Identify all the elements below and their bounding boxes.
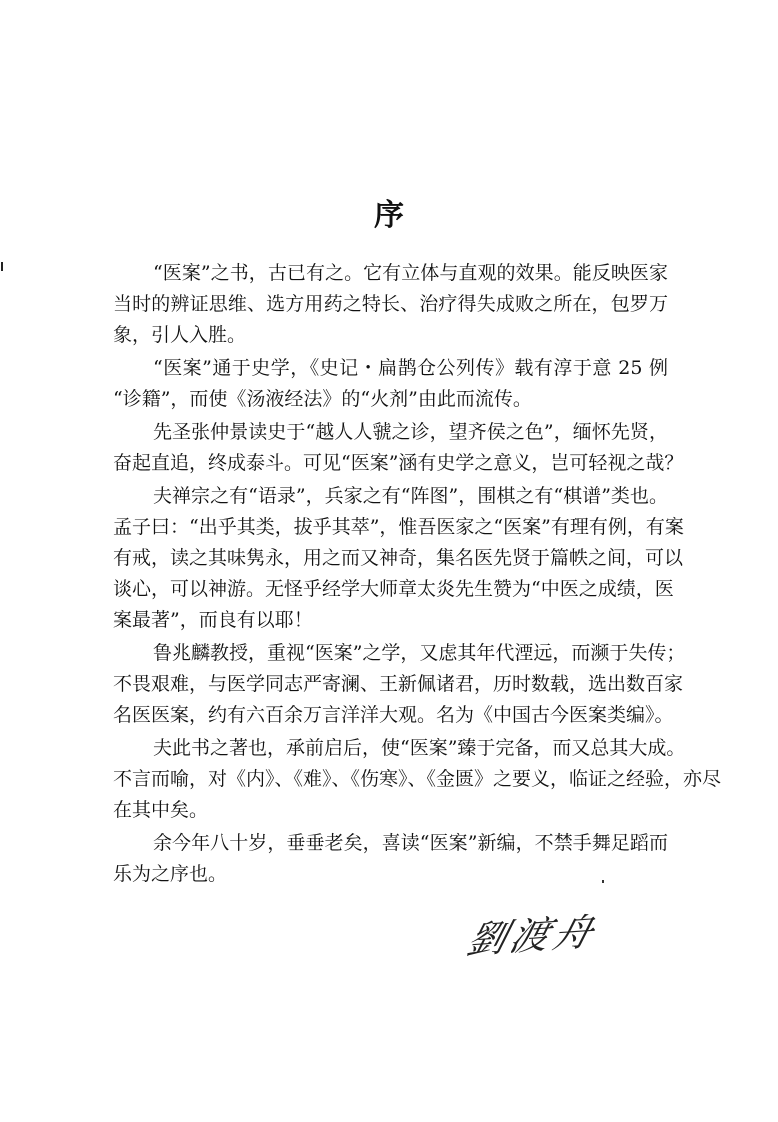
text-line: 乐为之序也。 [113, 863, 228, 885]
text-line: 当时的辨证思维、选方用药之特长、治疗得失成败之所在，包罗万 [113, 293, 668, 315]
scan-mark [1, 262, 3, 271]
text-line: 鲁兆麟教授，重视“医案”之学，又虑其年代湮远，而濒于失传； [153, 642, 686, 664]
paragraph [113, 733, 722, 826]
text-line: “医案”通于史学，《史记・扁鹊仓公列传》载有淳于意 25 例 [153, 357, 668, 379]
paragraph [113, 417, 684, 479]
text-line: 余今年八十岁，垂垂老矣，喜读“医案”新编，不禁手舞足蹈而 [153, 832, 668, 854]
text-line: 名医医案，约有六百余万言洋洋大观。名为《中国古今医案类编》。 [113, 704, 674, 726]
paragraph [113, 481, 684, 636]
text-line: 奋起直追，终成泰斗。可见“医案”涵有史学之意义，岂可轻视之哉？ [113, 452, 684, 474]
handwritten-signature: 劉渡舟 [462, 909, 602, 963]
page-title: 序 [374, 198, 404, 233]
text-line: 在其中矣。 [113, 799, 209, 821]
text-line: 夫禅宗之有“语录”，兵家之有“阵图”，围棋之有“棋谱”类也。 [153, 485, 668, 507]
text-line: 不畏艰难，与医学同志严寄澜、王新佩诸君，历时数载，选出数百家 [113, 673, 684, 695]
text-line: “医案”之书，古已有之。它有立体与直观的效果。能反映医家 [153, 262, 668, 284]
text-line: 先圣张仲景读史于“越人人虢之诊，望齐侯之色”，缅怀先贤， [153, 421, 668, 443]
paragraph [113, 258, 668, 351]
text-line: 象，引人入胜。 [113, 324, 247, 346]
paragraph [113, 828, 668, 890]
text-line: 孟子曰：“出乎其类，拔乎其萃”，惟吾医家之“医案”有理有例，有案 [113, 516, 684, 538]
ink-dot [602, 880, 604, 883]
paragraph [113, 353, 668, 415]
text-line: 有戒，读之其味隽永，用之而又神奇，集名医先贤于篇帙之间，可以 [113, 547, 684, 569]
preface-body [113, 258, 722, 892]
text-line: 夫此书之著也，承前启后，使“医案”臻于完备，而又总其大成。 [153, 737, 686, 759]
text-line: 案最著”，而良有以耶！ [113, 609, 313, 631]
paragraph [113, 638, 686, 731]
text-line: 不言而喻，对《内》、《难》、《伤寒》、《金匮》之要义，临证之经验，亦尽 [113, 768, 722, 790]
text-line: “诊籍”，而使《汤液经法》的“火剂”由此而流传。 [113, 388, 532, 410]
text-line: 谈心，可以神游。无怪乎经学大师章太炎先生赞为“中医之成绩，医 [113, 578, 674, 600]
